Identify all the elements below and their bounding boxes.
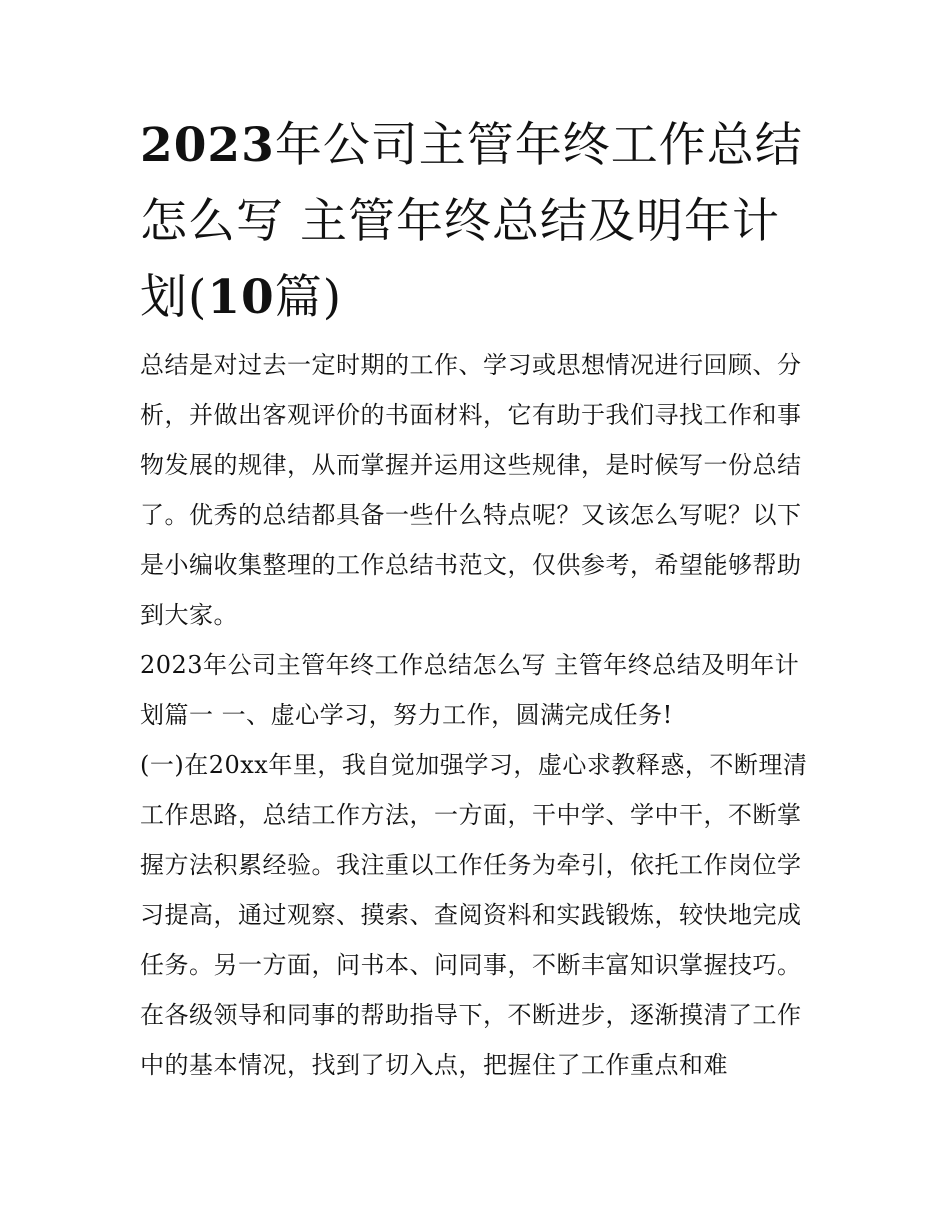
title-text-end: 篇) xyxy=(274,270,343,325)
title-text: 年公司主管年终工作总结怎么写 主管年终总结及明年计划( xyxy=(140,118,803,325)
document-body xyxy=(140,108,812,1090)
intro-paragraph: 总结是对过去一定时期的工作、学习或思想情况进行回顾、分析，并做出客观评价的书面材料，它有助于我们寻找工作和事物发展的规律，从而掌握并运用这些规律，是时候写一份总结了。优秀的总结都具备一些什么特点呢？又该怎么写呢？以下是小编收集整理的工作总结书范文，仅供参考，希望能够帮助到大家。 xyxy=(140,351,802,629)
section-heading-paragraph: 2023年公司主管年终工作总结怎么写 主管年终总结及明年计划篇一 一、虚心学习，努力工作，圆满完成任务! xyxy=(140,651,800,729)
title-count: 10 xyxy=(207,270,275,325)
body-paragraph: (一)在20xx年里，我自觉加强学习，虚心求教释惑，不断理清工作思路，总结工作方法，一方面，干中学、学中干，不断掌握方法积累经验。我注重以工作任务为牵引，依托工作岗位学习提高，通过观察、摸索、查阅资料和实践锻炼，较快地完成任务。另一方面，问书本、问同事，不断丰富知识掌握技巧。在各级领导和同事的帮助指导下，不断进步，逐渐摸清了工作中的基本情况，找到了切入点，把握住了工作重点和难 xyxy=(140,751,808,1079)
title-year: 2023 xyxy=(140,118,275,173)
document-title xyxy=(140,108,812,336)
